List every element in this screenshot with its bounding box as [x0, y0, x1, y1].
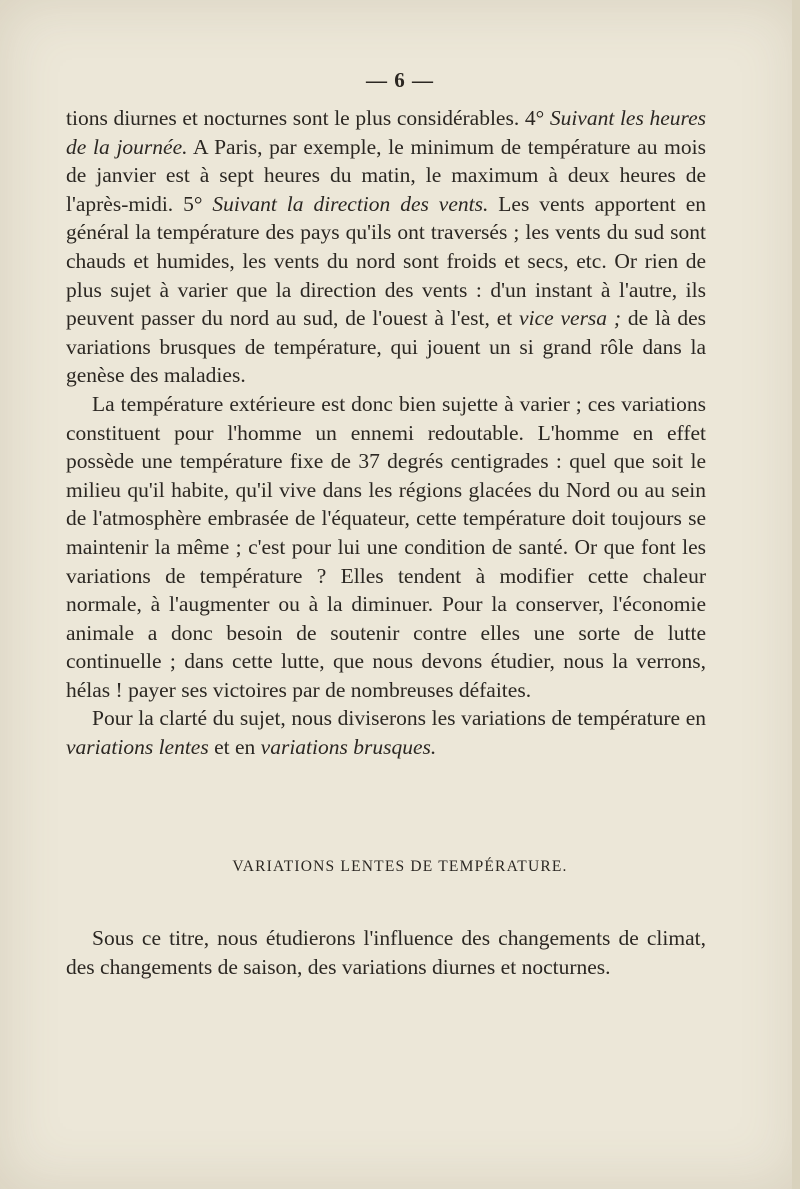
p1-text-e: Les vents apportent en général la température des pays qu'ils ont traversés ; les vents du sud sont chauds et humides, les vents du nord sont froids et secs, etc. Or rien de plus sujet à varier que la direction des vents : d'un instant à l'autre, ils peuvent passer du nord au sud, de l'ouest à l'est, et — [66, 191, 706, 331]
paragraph-4: Sous ce titre, nous étudierons l'influence des changements de climat, des changements de saison, des variations diurnes et nocturnes. — [66, 926, 706, 979]
section-text — [66, 924, 706, 981]
main-text — [66, 104, 706, 762]
paragraph-3 — [66, 704, 706, 761]
page-edge — [792, 0, 800, 1189]
p1-text-a: tions diurnes et nocturnes sont le plus considérables. 4° — [66, 106, 550, 130]
paragraph-1 — [66, 104, 706, 390]
p3-italic-lentes: variations lentes — [66, 735, 209, 760]
p3-text-a: Pour la clarté du sujet, nous diviserons les variations de température en — [92, 706, 706, 731]
p1-italic-vice-versa: vice versa ; — [519, 306, 622, 331]
p1-italic-direction: Suivant la direction des vents. — [212, 191, 489, 216]
section-heading: VARIATIONS LENTES DE TEMPÉRATURE. — [232, 858, 568, 875]
page-number: — 6 — — [366, 68, 434, 92]
p1-italic-heures: Suivant les heures de la journée. — [66, 106, 706, 159]
p3-text-c: et en — [208, 735, 261, 760]
paragraph-2: La température extérieure est donc bien sujette à varier ; ces variations constituent pour l'homme un ennemi redoutable. L'homme en effet possède une température fixe de 37 degrés centigrades : quel que soit le milieu qu'il habite, qu'il vive dans les régions glacées du Nord ou au sein de l'atmosphère embrasée de l'équateur, cette température doit toujours se maintenir la même ; c'est pour lui une condition de santé. Or que font les variations de température ? Elles tendent à modifier cette chaleur normale, à l'augmenter ou à la diminuer. Pour la conserver, l'économie animale a donc besoin de soutenir contre elles une sorte de lutte continuelle ; dans cette lutte, que nous devons étudier, nous la verrons, hélas ! payer ses victoires par de nombreuses défaites. — [66, 391, 706, 702]
p1-text-c: A Paris, par exemple, le minimum de température au mois de janvier est à sept heures du matin, le maximum à deux heures de l'après-midi. 5° — [66, 134, 706, 216]
p3-italic-brusques: variations brusques. — [260, 735, 437, 760]
p1-text-g: de là des variations brusques de température, qui jouent un si grand rôle dans la genèse des maladies. — [66, 306, 707, 388]
